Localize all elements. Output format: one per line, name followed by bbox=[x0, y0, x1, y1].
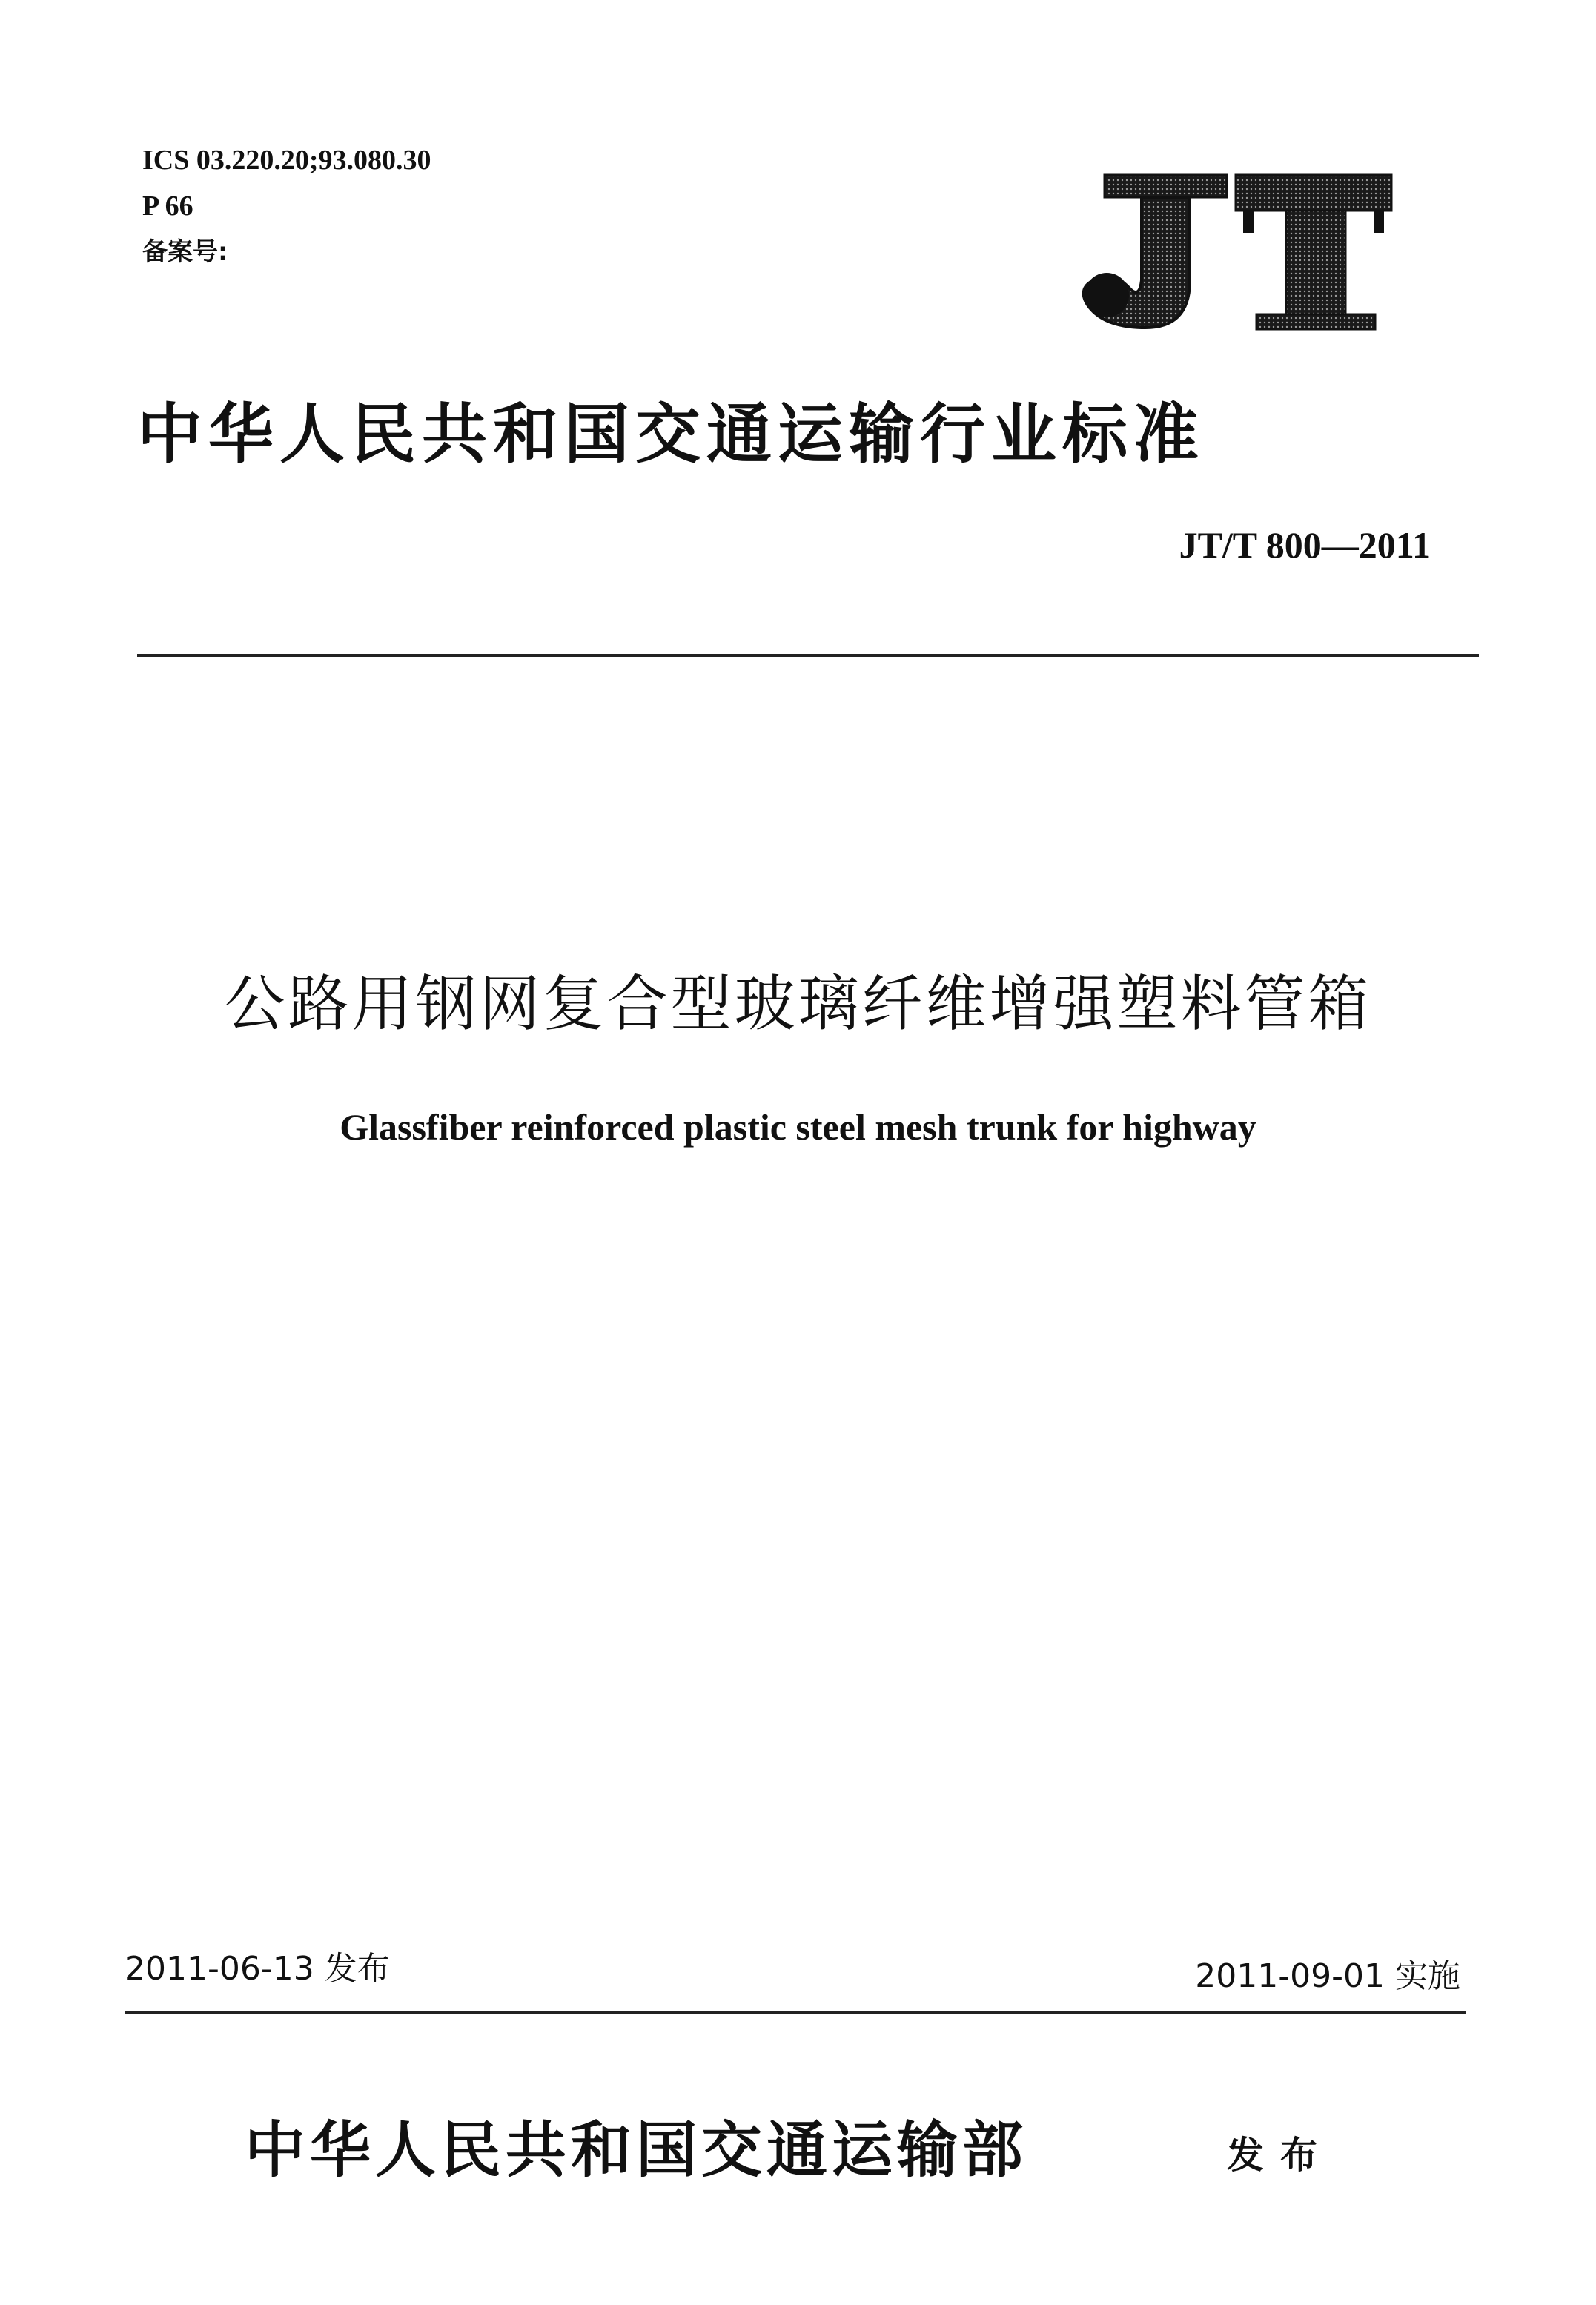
bottom-divider bbox=[125, 2011, 1466, 2014]
effective-date: 2011-09-01 实施 bbox=[1195, 1957, 1460, 1995]
ics-code: ICS 03.220.20;93.080.30 bbox=[142, 145, 431, 176]
document-title-en: Glassfiber reinforced plastic steel mesh trunk for highway bbox=[340, 1106, 1256, 1148]
issue-date: 2011-06-13 发布 bbox=[125, 1950, 390, 1988]
document-title-cn: 公路用钢网复合型玻璃纤维增强塑料管箱 bbox=[224, 969, 1372, 1039]
top-divider bbox=[137, 654, 1479, 657]
publisher-name: 中华人民共和国交通运输部 bbox=[245, 2114, 1028, 2186]
jt-standard-logo-icon bbox=[1071, 169, 1397, 334]
logo-text bbox=[1397, 169, 1398, 170]
industry-standard-title: 中华人民共和国交通运输行业标准 bbox=[137, 395, 1205, 472]
publish-label: 发布 bbox=[1227, 2134, 1334, 2177]
ccs-code: P 66 bbox=[142, 191, 193, 222]
standard-number: JT/T 800—2011 bbox=[1179, 524, 1431, 566]
record-number-label: 备案号: bbox=[142, 237, 228, 267]
